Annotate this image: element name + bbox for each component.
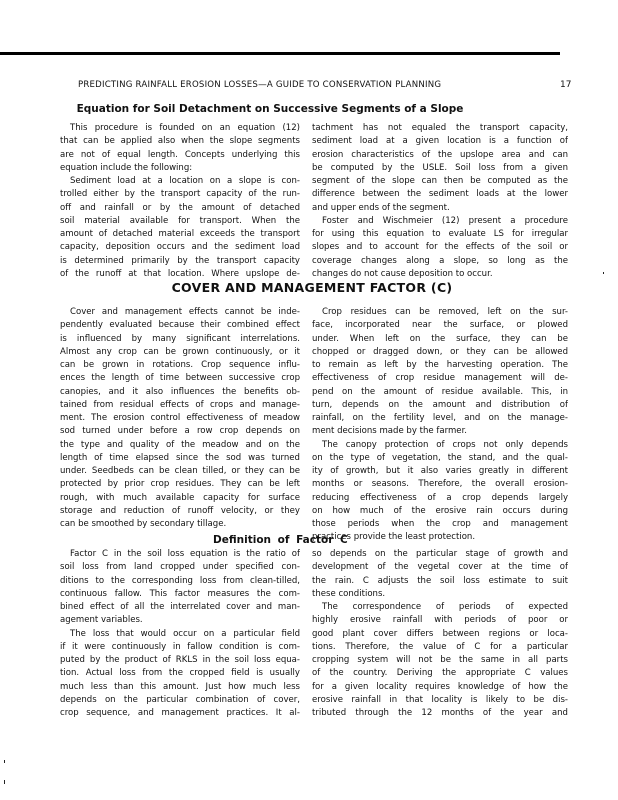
text-line: protected by prior crop residues. They can be left — [60, 479, 300, 490]
text-line: canopies, and it also influences the benefits ob- — [60, 386, 300, 397]
text-line: be computed by the USLE. Soil loss from a given — [312, 162, 568, 173]
text-line: Cover and management effects cannot be inde- — [70, 307, 300, 317]
text-line: Factor C in the soil loss equation is the ratio of — [70, 549, 300, 559]
text-line: amount of detached material exceeds the transport — [60, 229, 300, 239]
text-line: tained from residual effects of crops and manage- — [60, 399, 300, 410]
scan-edge-mark — [4, 780, 5, 784]
text-line: months or seasons. Therefore, the overall erosion- — [312, 479, 568, 490]
scan-speck — [603, 272, 604, 274]
text-line: capacity, deposition occurs and the sediment load — [60, 242, 300, 253]
text-line: The correspondence of periods of expected — [322, 602, 568, 612]
text-line: off and rainfall or by the amount of detached — [60, 202, 300, 213]
text-line: good plant cover differs between regions or loca- — [312, 628, 568, 639]
text-line: ditions to the corresponding loss from clean-tilled, — [60, 575, 300, 586]
text-line: cropping system will not be the same in all parts — [312, 655, 568, 665]
section1-left-column — [60, 122, 300, 281]
text-line: if it were continuously in fallow condition is com- — [60, 641, 300, 652]
text-line: ity of growth, but it also varies greatly in different — [312, 466, 568, 476]
text-line: chopped or dragged down, or they can be allowed — [312, 346, 568, 357]
text-line: storage and reduction of runoff velocity, or they — [60, 505, 300, 516]
text-line: on the type of vegetation, the stand, and the qual- — [312, 452, 568, 463]
text-line: and upper ends of the segment. — [312, 202, 450, 213]
running-header: PREDICTING RAINFALL EROSION LOSSES—A GUIDE TO CONSERVATION PLANNING — [78, 80, 442, 90]
text-line: Crop residues can be removed, left on the sur- — [322, 307, 568, 317]
text-line: much less than this amount. Just how much less — [60, 681, 300, 692]
text-line: of the country. Deriving the appropriate C values — [312, 668, 568, 679]
text-line: pend on the amount of residue available. This, in — [312, 386, 568, 397]
scan-edge-mark — [4, 760, 5, 763]
text-line: turn, depends on the amount and distribution of — [312, 399, 568, 410]
text-line: can be grown in rotations. Crop sequence influ- — [60, 360, 300, 370]
text-line: is influenced by many significant interrelations. — [60, 333, 300, 344]
section-heading-definition-c: Definition of Factor C — [213, 534, 348, 546]
text-line: can be smoothed by secondary tillage. — [60, 519, 227, 529]
section2-right-column — [312, 306, 568, 545]
text-line: sod turned under before a row crop depends on — [60, 426, 300, 437]
text-line: crop sequence, and management practices. It al- — [60, 708, 300, 718]
section1-right-column — [312, 122, 568, 281]
section2-left-column — [60, 306, 300, 531]
text-line: on how much of the erosive rain occurs during — [312, 505, 568, 516]
text-line: development of the vegetal cover at the time of — [312, 562, 568, 573]
text-line: to remain as left by the harvesting operation. The — [312, 360, 568, 370]
section3-right-column — [312, 548, 568, 720]
text-line: length of time elapsed since the sod was turned — [60, 452, 300, 463]
text-line: The canopy protection of crops not only depends — [322, 439, 568, 450]
text-line: The loss that would occur on a particular field — [70, 628, 300, 639]
text-line: under. When left on the surface, they can be — [312, 333, 568, 344]
text-line: tributed through the 12 months of the year and — [312, 708, 568, 718]
text-line: practices provide the least protection. — [312, 532, 476, 543]
text-line: Sediment load at a location on a slope is con- — [70, 176, 300, 186]
text-line: coverage changes along a slope, so long as the — [312, 255, 568, 266]
text-line: effectiveness of crop residue management will de- — [312, 373, 568, 384]
text-line: these conditions. — [312, 588, 386, 599]
text-line: rainfall, on the fertility level, and on the manage- — [312, 413, 568, 423]
text-line: ment decisions made by the farmer. — [312, 426, 468, 437]
text-line: tachment has not equaled the transport capacity, — [312, 123, 568, 133]
text-line: so depends on the particular stage of growth and — [312, 549, 568, 559]
section-heading-soil-detachment: Equation for Soil Detachment on Successive Segments of a Slope — [76, 103, 464, 115]
text-line: erosive rainfall in that locality is likely to be dis- — [312, 694, 568, 705]
text-line: the rain. C adjusts the soil loss estimate to suit — [312, 575, 568, 586]
page-number: 17 — [560, 80, 572, 90]
text-line: depends on the particular combination of cover, — [60, 694, 300, 705]
text-line: erosion characteristics of the upslope area and can — [312, 149, 568, 160]
text-line: continuous fallow. This factor measures the com- — [60, 588, 300, 599]
section3-left-column — [60, 548, 300, 720]
text-line: those periods when the crop and management — [312, 519, 568, 529]
text-line: trolled either by the transport capacity of the run- — [60, 189, 300, 200]
text-line: equation include the following: — [60, 162, 193, 173]
text-line: that can be applied also when the slope segments — [60, 136, 300, 147]
text-line: soil material available for transport. When the — [60, 215, 300, 226]
text-line: reducing effectiveness of a crop depends largely — [312, 492, 568, 503]
text-line: face, incorporated near the surface, or plowed — [312, 320, 568, 331]
text-line: under. Seedbeds can be clean tilled, or they can be — [60, 466, 300, 476]
text-line: highly erosive rainfall with periods of poor or — [312, 615, 568, 626]
text-line: bined effect of all the interrelated cover and man- — [60, 602, 300, 612]
text-line: for using this equation to evaluate LS for irregular — [312, 229, 568, 239]
text-line: ences the length of time between successive crop — [60, 373, 300, 384]
text-line: puted by the product of RKLS in the soil loss equa- — [60, 655, 300, 665]
text-line: pendently evaluated because their combined effect — [60, 320, 300, 331]
text-line: soil loss from land cropped under specified con- — [60, 562, 300, 573]
text-line: is determined primarily by the transport capacity — [60, 255, 300, 266]
text-line: slopes and to account for the effects of the soil or — [312, 242, 568, 253]
text-line: ment. The erosion control effectiveness of meadow — [60, 413, 300, 423]
text-line: sediment load at a given location is a function of — [312, 136, 568, 147]
text-line: tion. Actual loss from the cropped field is usually — [60, 668, 300, 679]
text-line: This procedure is founded on an equation (12) — [70, 123, 300, 133]
text-line: difference between the sediment loads at the lower — [312, 189, 568, 200]
text-line: Almost any crop can be grown continuously, or it — [60, 346, 300, 357]
text-line: for a given locality requires knowledge of how the — [312, 681, 568, 692]
text-line: of the runoff at that location. Where upslope de- — [60, 268, 300, 279]
top-rule — [0, 52, 560, 55]
text-line: segment of the slope can then be computed as the — [312, 176, 568, 186]
text-line: changes do not cause deposition to occur. — [312, 268, 493, 279]
text-line: rough, with much available capacity for surface — [60, 492, 300, 503]
text-line: tions. Therefore, the value of C for a particular — [312, 641, 568, 652]
text-line: agement variables. — [60, 615, 143, 626]
text-line: are not of equal length. Concepts underlying this — [60, 149, 300, 160]
text-line: the type and quality of the meadow and on the — [60, 439, 300, 450]
text-line: Foster and Wischmeier (12) present a procedure — [322, 215, 568, 226]
section-title-cover-management: COVER AND MANAGEMENT FACTOR (C) — [171, 280, 453, 295]
